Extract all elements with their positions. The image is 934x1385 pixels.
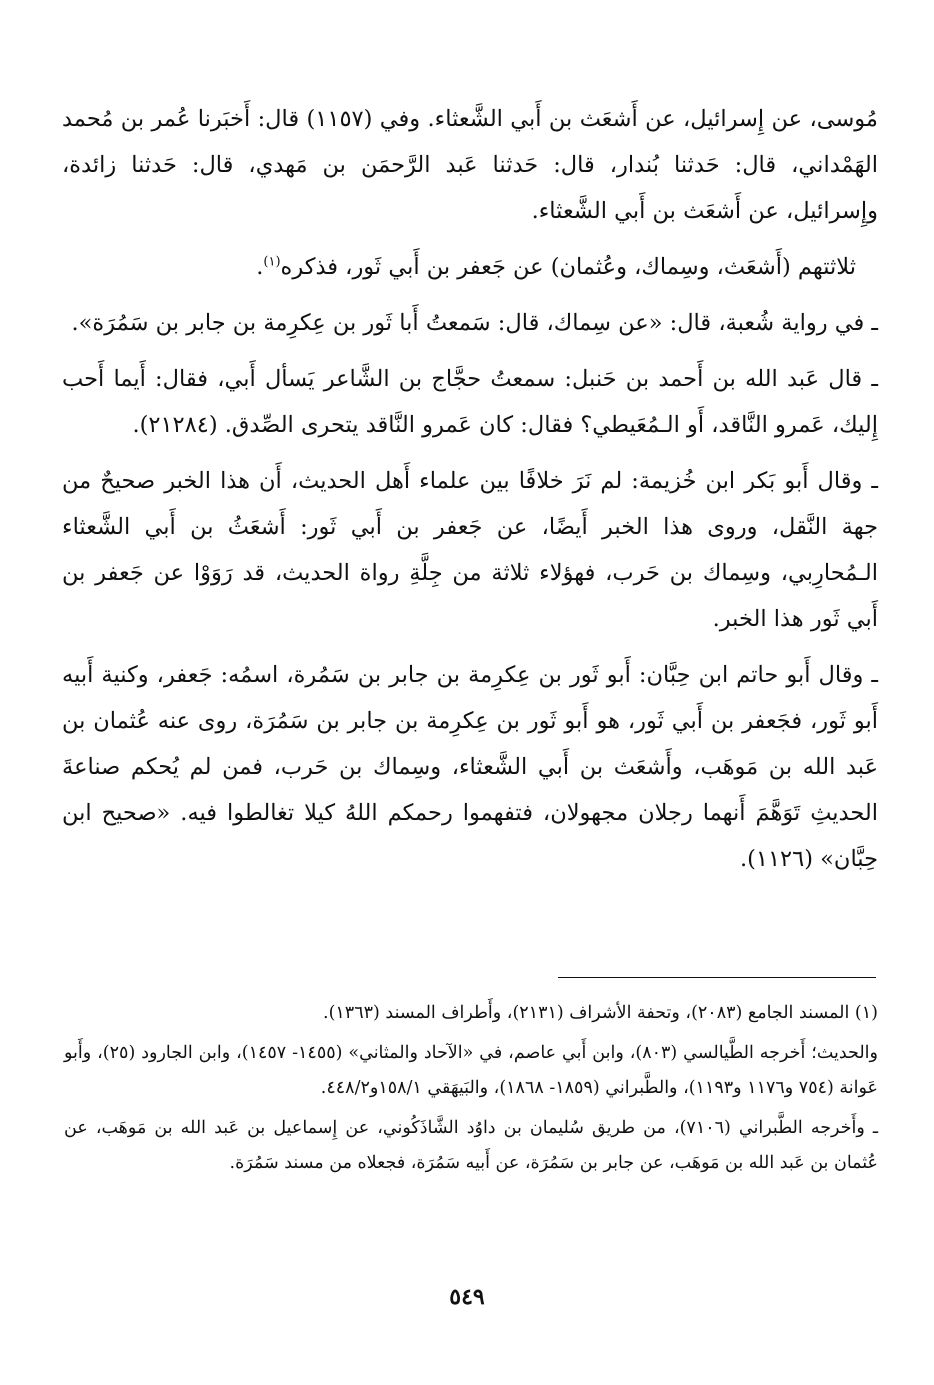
footnote-3: ـ وأَخرجه الطَّبراني (٧١٠٦)، من طريق سُليمان بن داوُد الشَّاذَكُوني، عن إِسماعيل بن عَبد الله بن مَوهَب، عن عُثمان بن عَبد الله بن مَوهَب، عن جابر بن سَمُرَة، عن أَبيه سَمُرَة، فجعلاه من مسند سَمُرَة. — [64, 1118, 879, 1173]
paragraph-1: مُوسى، عن إِسرائيل، عن أَشعَث بن أَبي الشَّعثاء. وفي (١١٥٧) قال: أَخبَرنا عُمر بن مُحمد الهَمْداني، قال: حَدثنا بُندار، قال: حَدثنا عَبد الرَّحمَن بن مَهدي، قال: حَدثنا زائدة، وإِسرائيل، عن أَشعَث بن أَبي الشَّعثاء. — [62, 106, 878, 224]
paragraph-3: ـ في رواية شُعبة، قال: «عن سِماك، قال: سَمعتُ أَبا ثَور بن عِكرِمة بن جابر بن سَمُرَة». — [71, 310, 878, 336]
paragraph-5: ـ وقال أَبو بَكر ابن خُزيمة: لم نَرَ خلافًا بين علماء أَهل الحديث، أَن هذا الخبر صحيحٌ من جهة النَّقل، وروى هذا الخبر أَيضًا، عن جَعفر بن أَبي ثَور: أَشعَثُ بن أَبي الشَّعثاء الـمُحارِبي، وسِماك بن حَرب، فهؤلاء ثلاثة من جِلَّةِ رواة الحديث، قد رَوَوْا عن جَعفر بن أَبي ثَور هذا الخبر. — [62, 468, 878, 632]
paragraph-2-end: . — [256, 254, 264, 280]
paragraph-2-text: ثلاثتهم (أَشعَث، وسِماك، وعُثمان) عن جَعفر بن أَبي ثَور، فذكره — [280, 254, 856, 280]
paragraph-4: ـ قال عَبد الله بن أَحمد بن حَنبل: سمعتُ حجَّاج بن الشَّاعر يَسأل أَبي، فقال: أَيما أَحب إِليك، عَمرو النَّاقد، أَو الـمُعَيطي؟ فقال: كان عَمرو النَّاقد يتحرى الصِّدق. (٢١٢٨٤). — [62, 366, 878, 438]
footnote-2: والحديث؛ أَخرجه الطَّيالسي (٨٠٣)، وابن أَبي عاصم، في «الآحاد والمثاني» (١٤٥٥- ١٤٥٧)، وابن الجارود (٢٥)، وأَبو عَوانة (٧٥٤ و١١٧٦ و١١٩٣)، والطَّبراني (١٨٥٩- ١٨٦٨)، والبَيهَقي ١٥٨/١و٤٤٨/٢. — [64, 1043, 878, 1098]
footnote-1: (١) المسند الجامع (٢٠٨٣)، وتحفة الأشراف (٢١٣١)، وأَطراف المسند (١٣٦٣). — [323, 1003, 878, 1023]
paragraph-6: ـ وقال أَبو حاتم ابن حِبَّان: أَبو ثَور بن عِكرِمة بن جابر بن سَمُرة، اسمُه: جَعفر، وكنية أَبيه أَبو ثَور، فجَعفر بن أَبي ثَور، هو أَبو ثَور بن عِكرِمة بن جابر بن سَمُرَة، روى عنه عُثمان بن عَبد الله بن مَوهَب، وأَشعَث بن أَبي الشَّعثاء، وسِماك بن حَرب، فمن لم يُحكم صناعةَ الحديثِ تَوَهَّمَ أَنهما رجلان مجهولان، فتفهموا رحمكم اللهُ كيلا تغالطوا فيه. «صحيح ابن حِبَّان» (١١٢٦). — [62, 662, 878, 872]
footnote-reference[interactable]: (١) — [263, 254, 281, 270]
footnotes — [64, 996, 878, 1186]
page-number: ٥٤٩ — [449, 1284, 485, 1310]
footnote-separator — [558, 977, 876, 978]
main-text — [62, 96, 878, 892]
paragraph-2 — [62, 244, 878, 290]
